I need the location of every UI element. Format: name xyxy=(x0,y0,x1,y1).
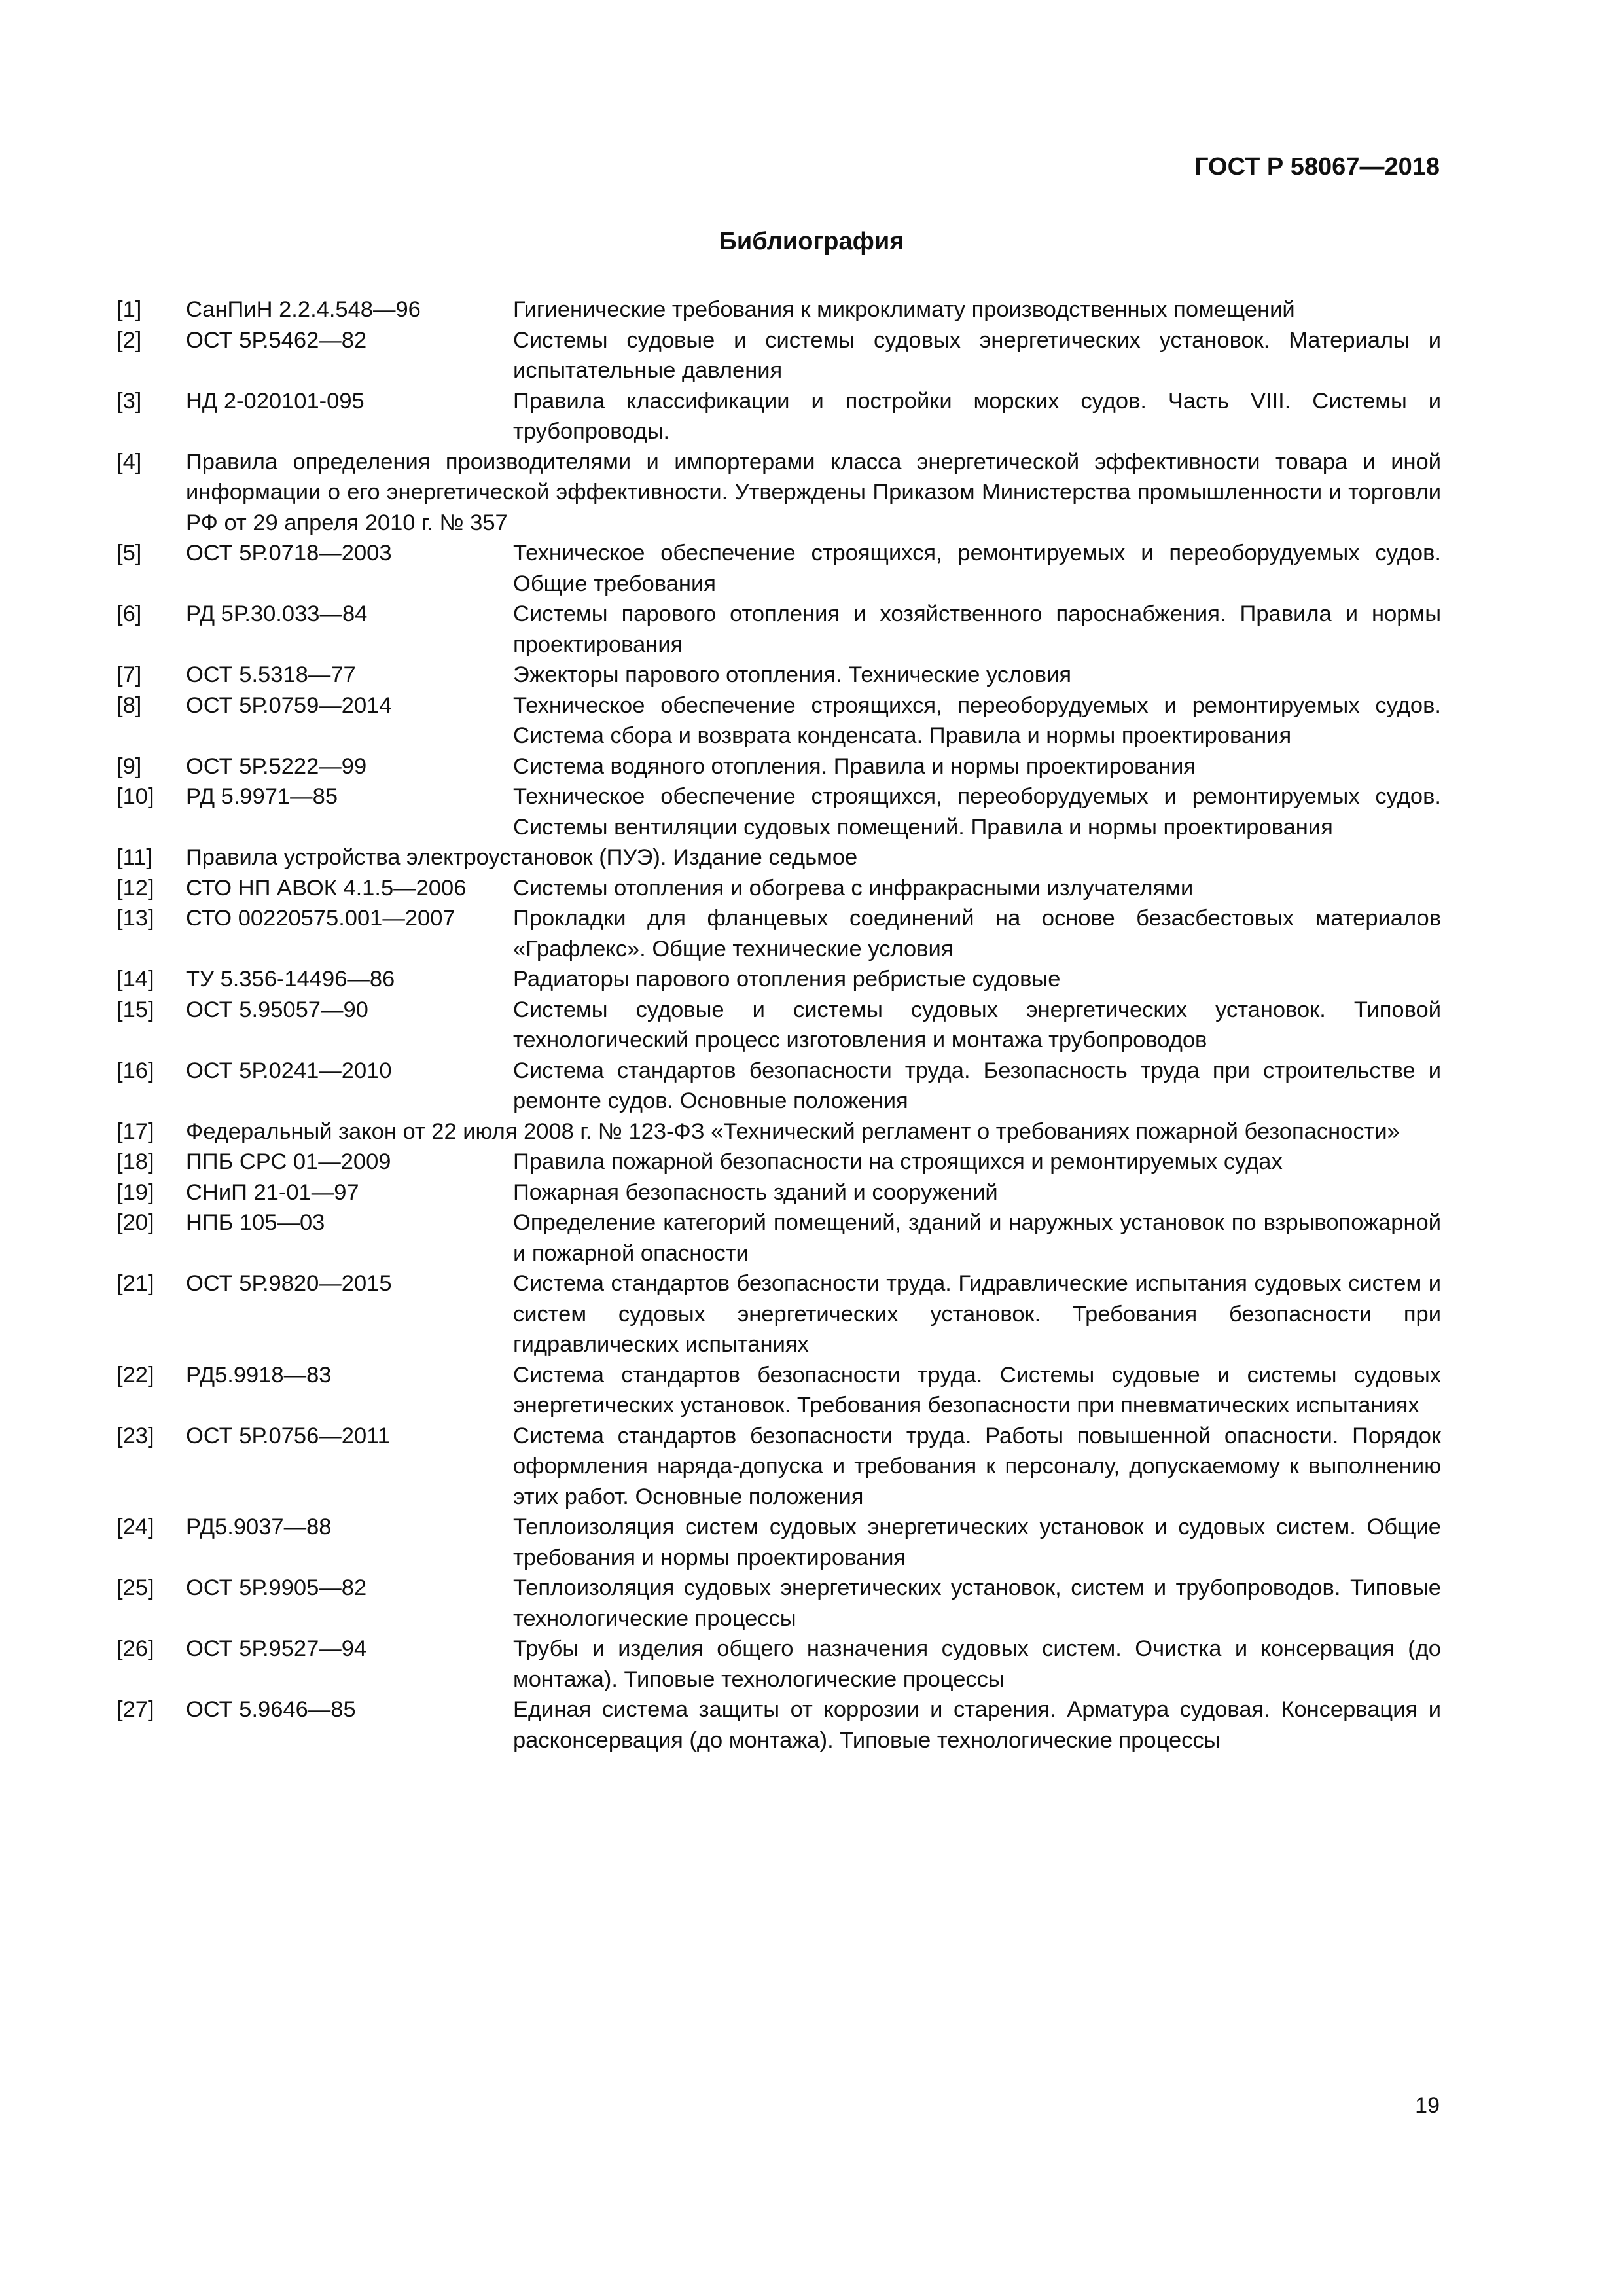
entry-number: [23] xyxy=(116,1423,154,1448)
entry-number: [5] xyxy=(116,541,142,565)
entry-code: СНиП 21-01—97 xyxy=(186,1179,359,1205)
entry-number: [19] xyxy=(116,1179,154,1205)
entry-number: [7] xyxy=(116,662,142,687)
entry-code: СТО НП АВОК 4.1.5—2006 xyxy=(186,875,467,901)
entry-title: Системы судовые и системы судовых энергетических установок. Материалы и испытательные давления xyxy=(513,327,1441,383)
entry-code: ТУ 5.356-14496—86 xyxy=(186,967,395,992)
bibliography-entry xyxy=(116,1573,1441,1634)
entry-title: Правила классификации и постройки морских судов. Часть VIII. Системы и трубопроводы. xyxy=(513,388,1441,444)
entry-title: Система водяного отопления. Правила и нормы проектирования xyxy=(513,753,1196,779)
entry-code: ОСТ 5.9646—85 xyxy=(186,1697,356,1722)
bibliography-list xyxy=(116,295,1441,1755)
entry-number: [12] xyxy=(116,875,154,901)
entry-code: ОСТ 5.5318—77 xyxy=(186,662,356,687)
entry-title: Единая система защиты от коррозии и старения. Арматура судовая. Консервация и расконсервация (до монтажа). Типовые технологические процессы xyxy=(513,1697,1441,1753)
entry-code: ОСТ 5Р.0759—2014 xyxy=(186,692,392,718)
page-title: Библиография xyxy=(719,228,904,255)
entry-number: [25] xyxy=(116,1575,154,1600)
entry-number: [24] xyxy=(116,1515,154,1539)
entry-code: ОСТ 5Р.9527—94 xyxy=(186,1636,367,1661)
entry-title: Техническое обеспечение строящихся, переоборудуемых и ремонтируемых судов. Системы вентиляции судовых помещений. Правила и нормы проектирования xyxy=(513,784,1441,840)
entry-title: Гигиенические требования к микроклимату производственных помещений xyxy=(513,297,1295,322)
bibliography-entry xyxy=(116,325,1441,386)
entry-number: [3] xyxy=(116,388,142,414)
bibliography-entry xyxy=(116,1634,1441,1695)
bibliography-entry xyxy=(116,842,1441,873)
entry-number: [2] xyxy=(116,327,142,353)
entry-title: Пожарная безопасность зданий и сооружений xyxy=(513,1179,998,1205)
bibliography-entry xyxy=(116,1512,1441,1573)
bibliography-entry xyxy=(116,781,1441,842)
entry-code: СанПиН 2.2.4.548—96 xyxy=(186,297,421,322)
entry-number: [21] xyxy=(116,1271,154,1296)
bibliography-entry xyxy=(116,447,1441,539)
entry-code: ОСТ 5Р.9905—82 xyxy=(186,1575,367,1600)
bibliography-entry xyxy=(116,1147,1441,1177)
entry-title: Техническое обеспечение строящихся, ремонтируемых и переоборудуемых судов. Общие требования xyxy=(513,541,1441,596)
entry-title: Правила пожарной безопасности на строящихся и ремонтируемых судах xyxy=(513,1149,1283,1174)
bibliography-entry xyxy=(116,1117,1441,1147)
entry-title: Система стандартов безопасности труда. Безопасность труда при строительстве и ремонте судов. Основные положения xyxy=(513,1058,1441,1113)
bibliography-entry xyxy=(116,1360,1441,1421)
entry-number: [10] xyxy=(116,784,154,809)
entry-code: РД5.9037—88 xyxy=(186,1515,332,1539)
entry-code: РД 5.9971—85 xyxy=(186,784,338,809)
bibliography-entry xyxy=(116,295,1441,325)
entry-number: [18] xyxy=(116,1149,154,1174)
bibliography-entry xyxy=(116,691,1441,751)
entry-number: [14] xyxy=(116,967,154,992)
entry-number: [16] xyxy=(116,1058,154,1083)
bibliography-entry xyxy=(116,660,1441,691)
bibliography-entry xyxy=(116,1208,1441,1268)
entry-number: [11] xyxy=(116,845,152,870)
entry-title: Радиаторы парового отопления ребристые судовые xyxy=(513,967,1061,992)
entry-title: Техническое обеспечение строящихся, переоборудуемых и ремонтируемых судов. Система сбора и возврата конденсата. Правила и нормы проектирования xyxy=(513,692,1441,748)
entry-code: НД 2-020101-095 xyxy=(186,388,365,414)
entry-code: ОСТ 5Р.0241—2010 xyxy=(186,1058,392,1083)
entry-code: НПБ 105—03 xyxy=(186,1210,325,1235)
entry-title: Трубы и изделия общего назначения судовых систем. Очистка и консервация (до монтажа). Типовые технологические процессы xyxy=(513,1636,1441,1692)
entry-title: Системы отопления и обогрева с инфракрасными излучателями xyxy=(513,875,1194,901)
entry-number: [22] xyxy=(116,1362,154,1388)
entry-title: Прокладки для фланцевых соединений на основе безасбестовых материалов «Графлекс». Общие технические условия xyxy=(513,906,1441,961)
entry-number: [27] xyxy=(116,1697,154,1722)
page-number: 19 xyxy=(1415,2093,1440,2118)
bibliography-entry xyxy=(116,1177,1441,1208)
entry-code: СТО 00220575.001—2007 xyxy=(186,906,455,931)
bibliography-entry xyxy=(116,873,1441,904)
entry-number: [20] xyxy=(116,1210,154,1235)
entry-code: ОСТ 5Р.0756—2011 xyxy=(186,1423,390,1448)
bibliography-entry xyxy=(116,751,1441,782)
entry-title: Теплоизоляция систем судовых энергетических установок и судовых систем. Общие требования и нормы проектирования xyxy=(513,1515,1441,1570)
bibliography-entry xyxy=(116,386,1441,447)
entry-title: Федеральный закон от 22 июля 2008 г. № 123-ФЗ «Технический регламент о требованиях пожарной безопасности» xyxy=(186,1119,1400,1144)
entry-title: Правила определения производителями и импортерами класса энергетической эффективности товара и иной информации о его энергетической эффективности. Утверждены Приказом Министерства промышленности и торговли РФ от 29 апреля 2010 г. № 357 xyxy=(186,449,1441,535)
entry-code: ОСТ 5Р.9820—2015 xyxy=(186,1271,392,1296)
entry-code: ППБ СРС 01—2009 xyxy=(186,1149,391,1174)
entry-title: Система стандартов безопасности труда. Работы повышенной опасности. Порядок оформления наряда-допуска и требования к персоналу, допускаемому к выполнению этих работ. Основные положения xyxy=(513,1423,1441,1509)
document-code: ГОСТ Р 58067—2018 xyxy=(1194,153,1440,181)
bibliography-entry xyxy=(116,1421,1441,1513)
bibliography-entry xyxy=(116,1695,1441,1755)
entry-title: Эжекторы парового отопления. Технические условия xyxy=(513,662,1072,687)
entry-code: ОСТ 5Р.5462—82 xyxy=(186,327,367,353)
entry-title: Система стандартов безопасности труда. Системы судовые и системы судовых энергетических установок. Требования безопасности при пневматических испытаниях xyxy=(513,1362,1441,1418)
entry-number: [8] xyxy=(116,692,142,718)
bibliography-entry xyxy=(116,1056,1441,1117)
entry-number: [9] xyxy=(116,753,142,779)
bibliography-entry xyxy=(116,903,1441,964)
bibliography-entry xyxy=(116,995,1441,1056)
entry-number: [17] xyxy=(116,1119,154,1144)
entry-number: [4] xyxy=(116,449,142,475)
entry-code: ОСТ 5Р.0718—2003 xyxy=(186,541,392,565)
entry-title: Система стандартов безопасности труда. Гидравлические испытания судовых систем и систем судовых энергетических установок. Требования безопасности при гидравлических испытаниях xyxy=(513,1271,1441,1357)
bibliography-entry xyxy=(116,599,1441,660)
bibliography-entry xyxy=(116,1268,1441,1360)
entry-code: ОСТ 5Р.5222—99 xyxy=(186,753,367,779)
entry-title: Системы парового отопления и хозяйственного пароснабжения. Правила и нормы проектирования xyxy=(513,601,1441,657)
entry-number: [13] xyxy=(116,906,154,931)
entry-number: [26] xyxy=(116,1636,154,1661)
entry-code: ОСТ 5.95057—90 xyxy=(186,997,368,1022)
entry-title: Теплоизоляция судовых энергетических установок, систем и трубопроводов. Типовые технологические процессы xyxy=(513,1575,1441,1631)
bibliography-entry xyxy=(116,538,1441,599)
bibliography-entry xyxy=(116,964,1441,995)
entry-title: Правила устройства электроустановок (ПУЭ). Издание седьмое xyxy=(186,845,858,870)
entry-title: Определение категорий помещений, зданий и наружных установок по взрывопожарной и пожарной опасности xyxy=(513,1210,1441,1266)
entry-code: РД5.9918—83 xyxy=(186,1362,332,1388)
entry-number: [1] xyxy=(116,297,142,322)
entry-number: [6] xyxy=(116,601,142,626)
entry-title: Системы судовые и системы судовых энергетических установок. Типовой технологический процесс изготовления и монтажа трубопроводов xyxy=(513,997,1441,1052)
entry-code: РД 5Р.30.033—84 xyxy=(186,601,368,626)
entry-number: [15] xyxy=(116,997,154,1022)
